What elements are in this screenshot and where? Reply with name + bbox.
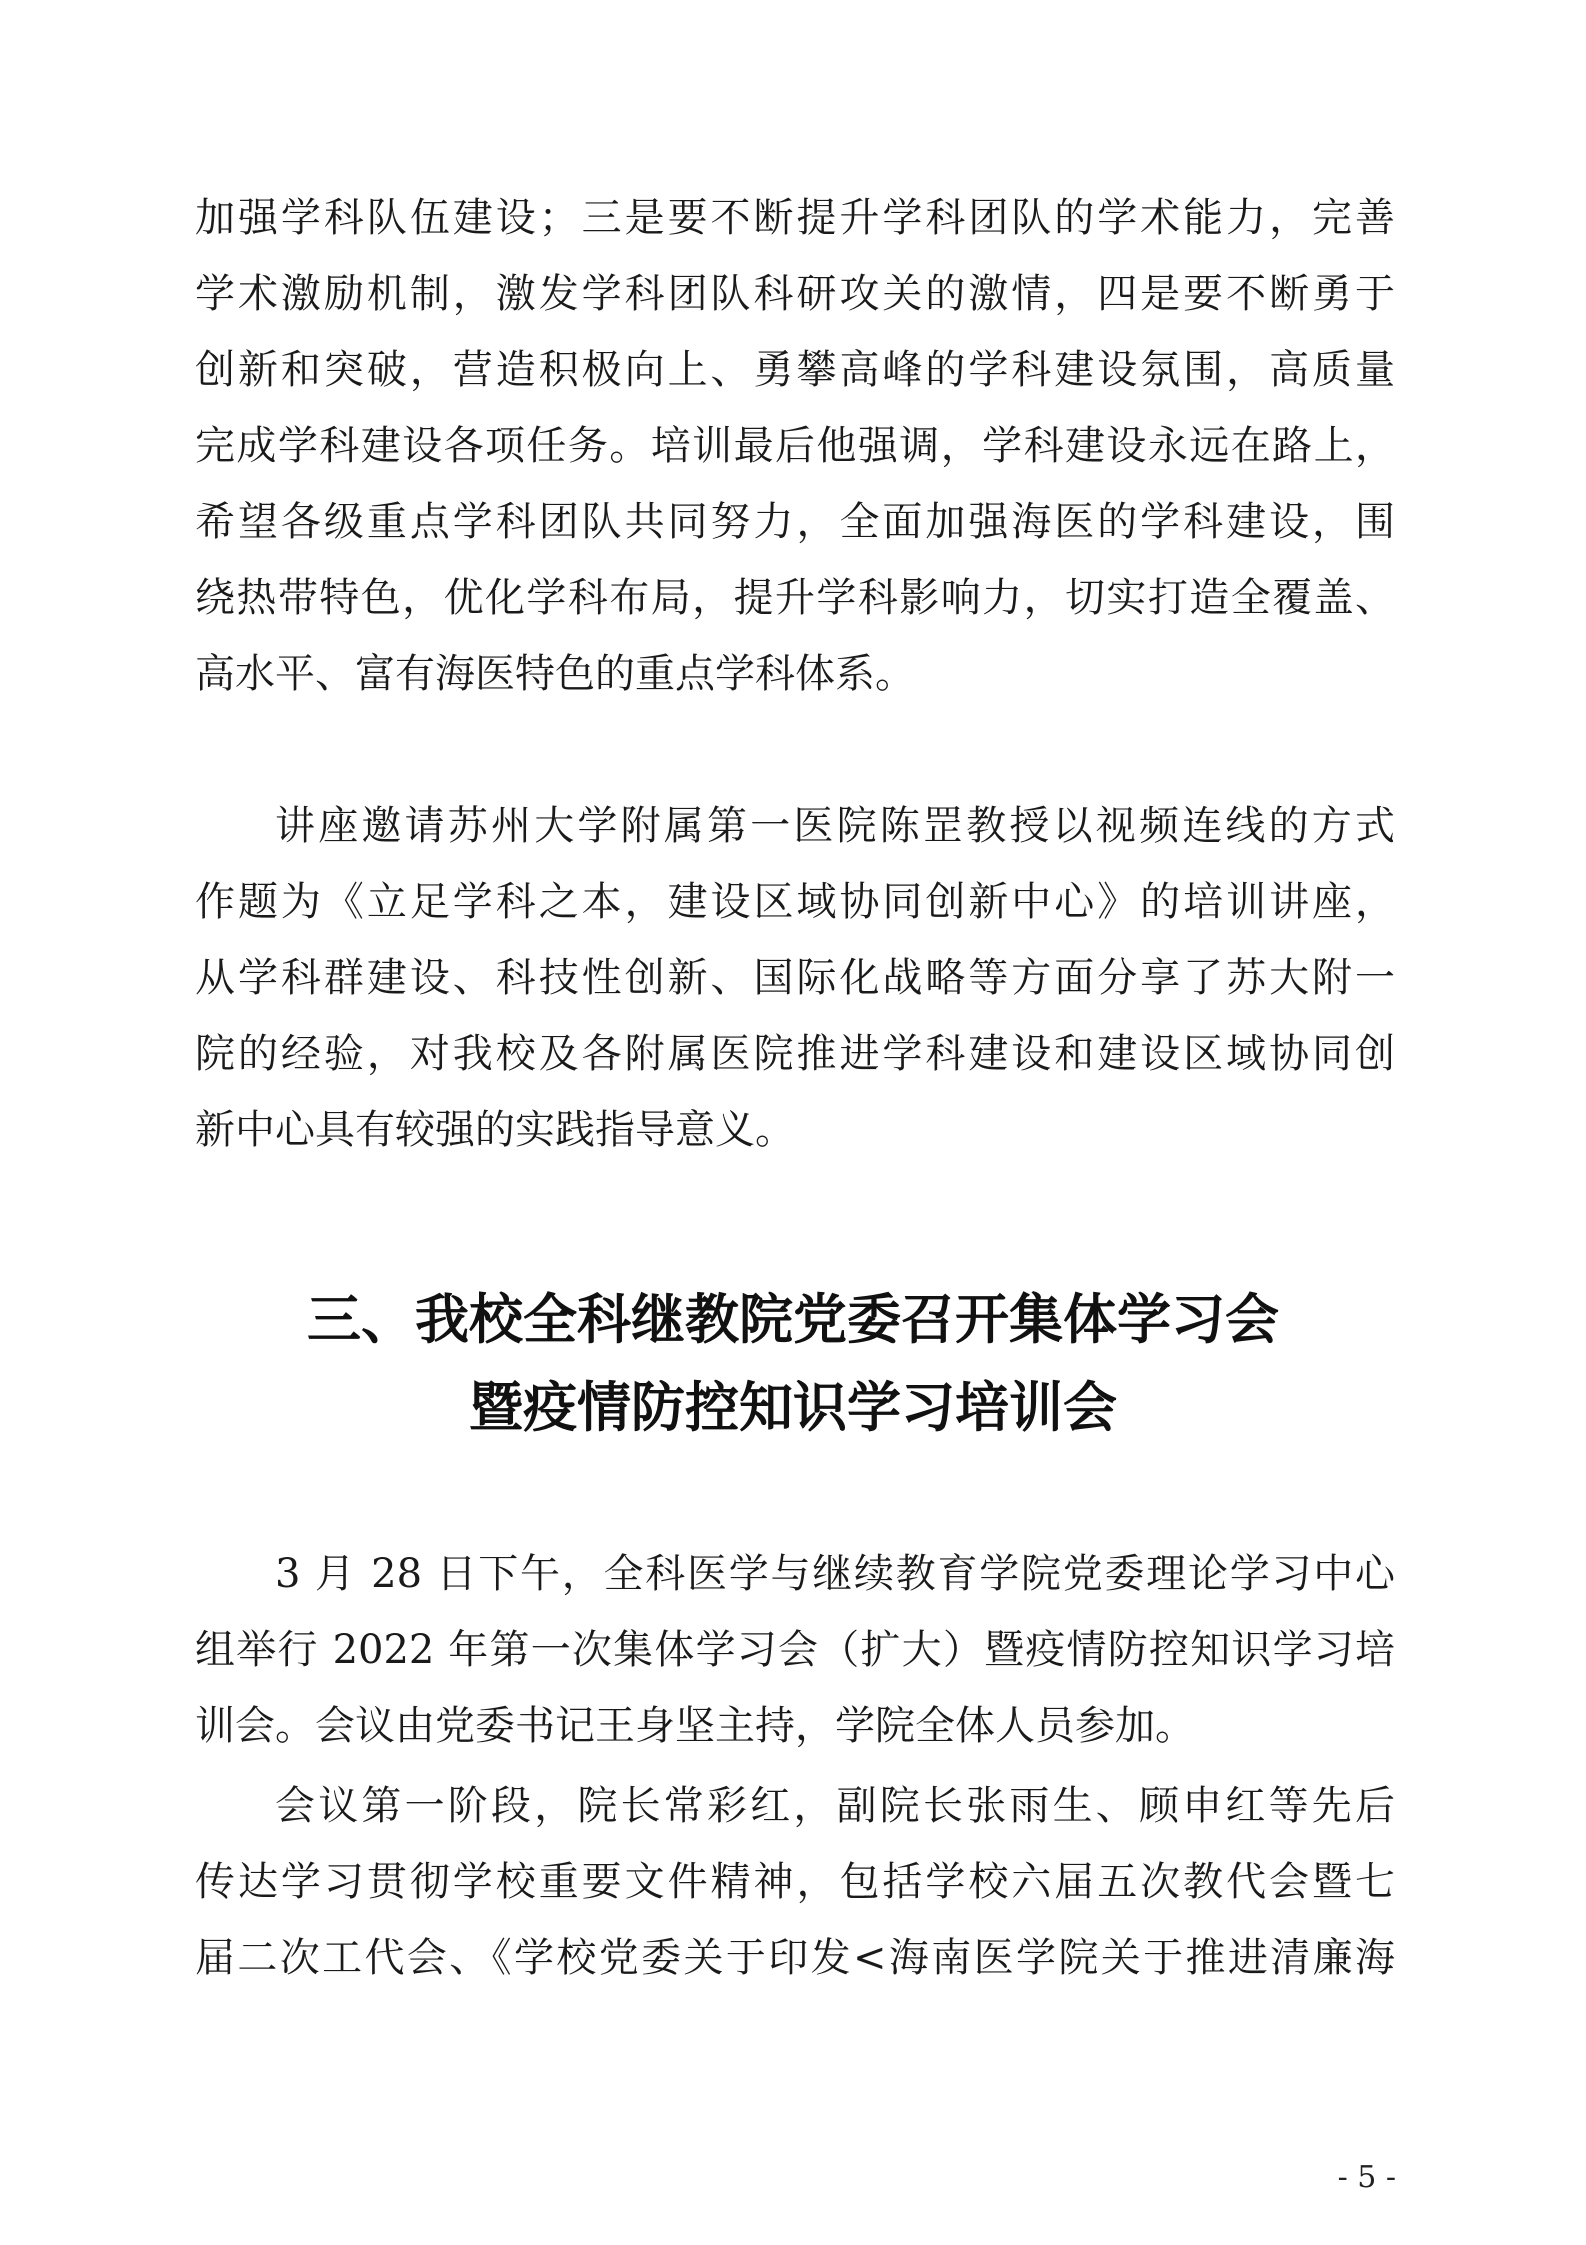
text-line: 完成学科建设各项任务。培训最后他强调，学科建设永远在路上，	[195, 423, 1395, 469]
section-heading	[0, 1276, 1586, 1452]
paragraph-meeting-stage-one	[195, 1768, 1395, 1996]
text-line: 作题为《立足学科之本，建设区域协同创新中心》的培训讲座，	[195, 879, 1395, 925]
text-line: 院的经验，对我校及各附属医院推进学科建设和建设区域协同创	[195, 1031, 1395, 1077]
text-line: 传达学习贯彻学校重要文件精神，包括学校六届五次教代会暨七	[195, 1859, 1395, 1905]
text-line: 绕热带特色，优化学科布局，提升学科影响力，切实打造全覆盖、	[195, 575, 1395, 621]
text-line: 组举行 2022 年第一次集体学习会（扩大）暨疫情防控知识学习培	[195, 1627, 1395, 1673]
paragraph-lecture	[195, 788, 1395, 1168]
section-heading-line-2: 暨疫情防控知识学习培训会	[469, 1376, 1117, 1439]
section-heading-line-1: 三、我校全科继教院党委召开集体学习会	[307, 1288, 1279, 1351]
text-line: 希望各级重点学科团队共同努力，全面加强海医的学科建设，围	[195, 499, 1395, 545]
text-line: 创新和突破，营造积极向上、勇攀高峰的学科建设氛围，高质量	[195, 347, 1395, 393]
text-line: 高水平、富有海医特色的重点学科体系。	[195, 651, 915, 697]
text-line: 届二次工代会、《学校党委关于印发<海南医学院关于推进清廉海	[195, 1935, 1395, 1981]
page-number: - 5 -	[1337, 2160, 1396, 2195]
text-line: 新中心具有较强的实践指导意义。	[195, 1107, 795, 1153]
text-line: 3 月 28 日下午，全科医学与继续教育学院党委理论学习中心	[275, 1551, 1395, 1597]
paragraph-meeting-intro	[195, 1536, 1395, 1764]
text-line: 训会。会议由党委书记王身坚主持，学院全体人员参加。	[195, 1703, 1195, 1749]
text-line: 从学科群建设、科技性创新、国际化战略等方面分享了苏大附一	[195, 955, 1395, 1001]
text-line: 加强学科队伍建设；三是要不断提升学科团队的学术能力，完善	[195, 195, 1395, 241]
text-line: 讲座邀请苏州大学附属第一医院陈罡教授以视频连线的方式	[275, 803, 1395, 849]
text-line: 学术激励机制，激发学科团队科研攻关的激情，四是要不断勇于	[195, 271, 1395, 317]
paragraph-discipline-building-end	[195, 180, 1395, 712]
text-line: 会议第一阶段，院长常彩红，副院长张雨生、顾申红等先后	[275, 1783, 1395, 1829]
